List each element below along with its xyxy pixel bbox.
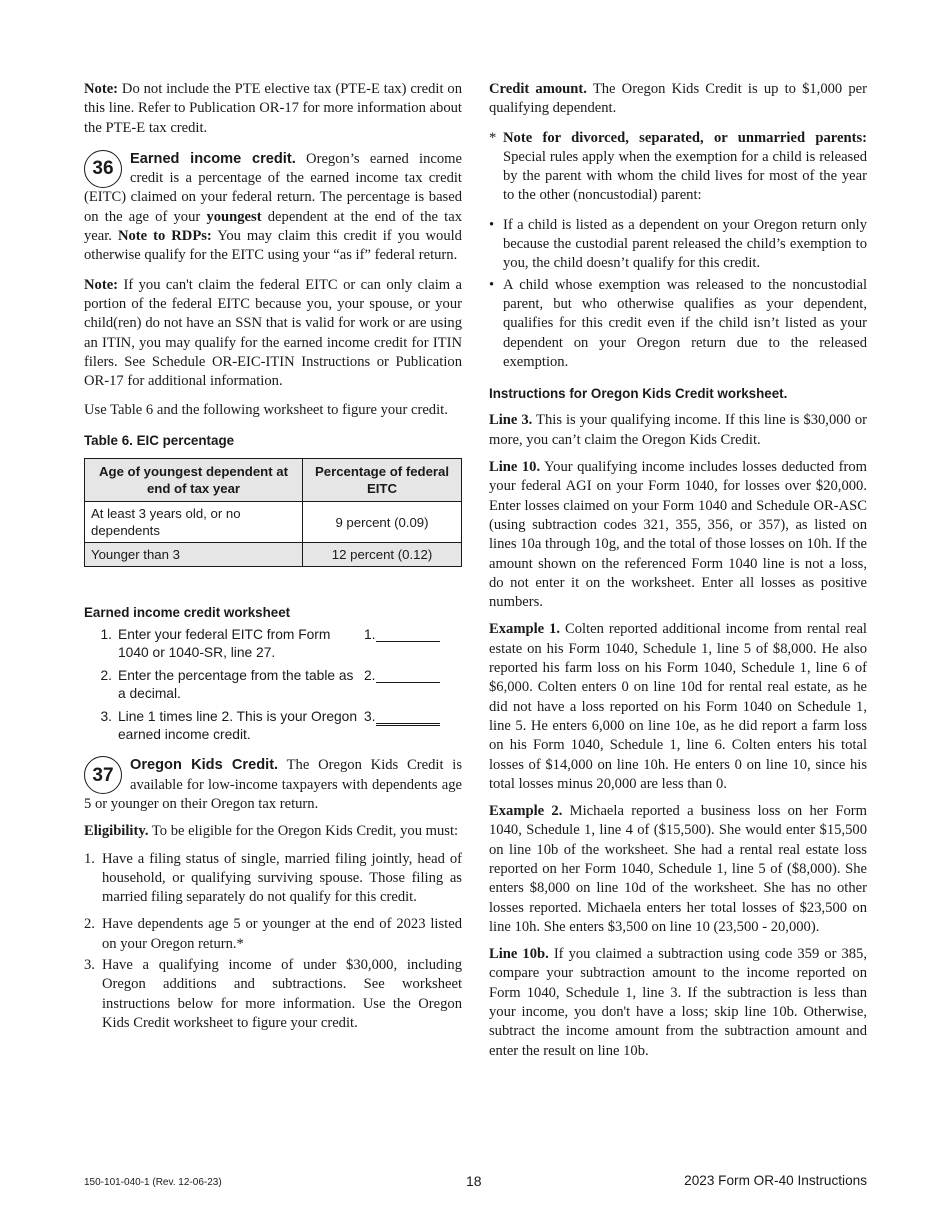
line-37-badge: 37 — [84, 756, 122, 794]
divorced-parents-note — [489, 129, 867, 206]
eligibility-paragraph — [84, 822, 462, 841]
itin-note — [84, 276, 462, 392]
list-item-text: Have a qualifying income of under $30,000, including Oregon additions and subtractions. See worksheet instructions below for more information. Use the Oregon Kids Credit worksheet to figure your credit. — [102, 957, 462, 1031]
line-3-label: Line 3. — [489, 412, 533, 429]
table-header-percentage: Percentage of federal EITC — [303, 459, 462, 502]
eic-worksheet — [84, 626, 462, 744]
eic-percentage-table — [84, 458, 462, 567]
worksheet-blank-line[interactable] — [376, 626, 440, 642]
eic-text-1: Oregon’s earned income credit is a percentage of the earned income tax credit (EITC) claimed on your federal return. The percentage is based on the age of your — [84, 150, 462, 225]
list-item — [84, 850, 462, 908]
credit-amount-paragraph — [489, 80, 867, 119]
worksheet-blank-line-total[interactable] — [376, 708, 440, 726]
list-item-text: If a child is listed as a dependent on your Oregon return only because the custodial parent released the child’s exemption to you, the child doesn’t qualify for this credit. — [503, 216, 867, 272]
use-table-text: Use Table 6 and the following worksheet to figure your credit. — [84, 402, 448, 419]
list-item-text: Have a filing status of single, married filing jointly, head of household, or qualifying surviving spouse. Those filing as married filing separately do not qualify for this credit. — [102, 850, 462, 906]
table-cell-age: Younger than 3 — [85, 543, 303, 567]
table-row — [85, 543, 462, 567]
worksheet-entry[interactable] — [364, 667, 440, 703]
line-3-text: This is your qualifying income. If this line is $30,000 or more, you can’t claim the Oregon Kids Credit. — [489, 412, 867, 448]
divorced-parents-text: Special rules apply when the exemption for a child is released by the parent with whom the child lives for most of the year to the other (noncustodial) parent: — [503, 148, 867, 204]
example-1-paragraph — [489, 620, 867, 794]
worksheet-row — [84, 708, 462, 744]
worksheet-row-number: 3. — [100, 709, 112, 725]
eligibility-list — [84, 850, 462, 1034]
list-item-number: 1. — [84, 850, 95, 867]
line-3-paragraph — [489, 411, 867, 450]
rdp-note-text: You may claim this credit if you would otherwise qualify for the EITC using your “as if” federal return. — [84, 228, 462, 264]
list-item — [489, 276, 867, 372]
list-item-number: 3. — [84, 957, 95, 974]
eic-paragraph — [84, 150, 462, 266]
eligibility-label: Eligibility. — [84, 823, 149, 840]
worksheet-blank-line[interactable] — [376, 667, 440, 683]
right-column — [489, 80, 867, 1069]
line-10b-paragraph — [489, 945, 867, 1061]
asterisk: * — [489, 129, 497, 146]
pte-note-label: Note: — [84, 81, 119, 97]
list-item — [489, 216, 867, 274]
table-header-row — [85, 459, 462, 502]
example-1-label: Example 1. — [489, 621, 561, 638]
list-item-text: A child whose exemption was released to the noncustodial parent, but who otherwise qualifies as your dependent, qualifies for this credit even if the child isn’t listed as your dependent on your Oregon return due to the released exemption. — [503, 276, 867, 370]
line-36-badge: 36 — [84, 150, 122, 188]
example-2-paragraph — [489, 802, 867, 937]
bullet-icon: • — [489, 216, 495, 233]
credit-amount-label: Credit amount. — [489, 81, 587, 97]
footer-document-title: 2023 Form OR-40 Instructions — [684, 1173, 867, 1188]
pte-note — [84, 80, 462, 138]
example-2-text: Michaela reported a business loss on her Form 1040, Schedule 1, line 4 of ($15,500). She would enter $15,500 on line 10b of the worksheet. She had a rental real estate loss reported on her Form 1040, Schedule 1, line 5 of ($8,000). She enters $8,000 on line 10d of the worksheet. She has no other losses reported. Michaela enters her total losses of $23,500 on line 10h. She enters $3,500 on line 10 (23,500 - 20,000). — [489, 803, 867, 935]
rdp-note-label: Note to RDPs: — [117, 228, 212, 245]
table-title: Table 6. EIC percentage — [84, 432, 235, 448]
table-cell-age: At least 3 years old, or no dependents — [85, 502, 303, 543]
worksheet-line-number: 1. — [364, 627, 376, 643]
worksheet-row-text: Enter the percentage from the table as a decimal. — [118, 668, 354, 702]
worksheet-row-text: Line 1 times line 2. This is your Oregon earned income credit. — [118, 709, 358, 743]
eic-title: Earned income credit. — [130, 150, 296, 167]
example-1-text: Colten reported additional income from rental real estate on his Form 1040, Schedule 1, line 5 of $8,000. He also reported his farm loss on his Form 1040, Schedule 1, line 6 of $6,000. Colten enters 0 on line 10d for rental real estate, as he did not have a loss reported on his Form 1040 on Schedule 1, line 5. He enters 6,000 on line 10e, as he did report a farm loss on his Form 1040, Schedule 1, line 6. Colten enters his total losses of $14,000 on line 10h. He enters 0 on line 10, since his total losses minus 20,000 are less than 0. — [489, 621, 867, 792]
itin-note-label: Note: — [84, 276, 119, 293]
worksheet-line-number: 2. — [364, 668, 376, 684]
bullet-icon: • — [489, 276, 495, 293]
okc-title: Oregon Kids Credit. — [130, 757, 279, 774]
divorced-parents-label: Note for divorced, separated, or unmarried parents: — [503, 129, 867, 146]
left-column — [84, 80, 462, 1041]
eic-text-2: dependent at the end of the tax year. — [84, 208, 462, 245]
table-cell-percentage: 12 percent (0.12) — [303, 543, 462, 567]
worksheet-row-number: 1. — [100, 627, 112, 643]
eic-bold-youngest: youngest — [206, 208, 262, 225]
line-10b-text: If you claimed a subtraction using code 359 or 385, compare your subtraction amount to the income reported on Form 1040, Schedule 1, line 3. If the subtraction is less than your income, you don't have a loss; skip line 10b. Otherwise, subtract the income amount from the subtraction amount and enter the result on line 10b. — [489, 946, 867, 1059]
okc-section — [84, 756, 462, 814]
pte-note-text: Do not include the PTE elective tax (PTE-E tax) credit on this line. Refer to Publication OR-17 for more information about the PTE-E tax credit. — [84, 81, 462, 136]
worksheet-row — [84, 667, 462, 703]
line-10b-label: Line 10b. — [489, 946, 549, 963]
list-item-number: 2. — [84, 916, 95, 933]
worksheet-row-number: 2. — [100, 668, 112, 684]
line-10-paragraph — [489, 458, 867, 612]
okc-paragraph — [84, 756, 462, 814]
worksheet-row — [84, 626, 462, 662]
table-header-age: Age of youngest dependent at end of tax year — [85, 459, 303, 502]
worksheet-instructions-title: Instructions for Oregon Kids Credit worksheet. — [489, 386, 788, 402]
footer-form-number: 150-101-040-1 (Rev. 12-06-23) — [84, 1177, 222, 1188]
table-row — [85, 502, 462, 543]
itin-note-text: If you can't claim the federal EITC or can only claim a portion of the federal EITC because you, your spouse, or your child(ren) do not have an SSN that is valid for work or are using an ITIN, you may qualify for the earned income credit for ITIN filers. See Schedule OR-EIC-ITIN Instructions or Publication OR-17 for additional information. — [84, 276, 462, 390]
table-cell-percentage: 9 percent (0.09) — [303, 502, 462, 543]
worksheet-title: Earned income credit worksheet — [84, 605, 291, 621]
divorced-parents-note-body — [503, 129, 867, 206]
example-2-label: Example 2. — [489, 803, 563, 820]
worksheet-line-number: 3. — [364, 709, 376, 725]
line-10-label: Line 10. — [489, 459, 541, 476]
list-item — [84, 915, 462, 954]
list-item — [84, 956, 462, 1033]
eligibility-text: To be eligible for the Oregon Kids Credit, you must: — [148, 823, 459, 840]
list-item-text: Have dependents age 5 or younger at the end of 2023 listed on your Oregon return.* — [102, 916, 462, 952]
okc-text: The Oregon Kids Credit is available for low-income taxpayers with dependents age 5 or younger on their Oregon tax return. — [84, 757, 463, 812]
footer-page-number: 18 — [466, 1173, 482, 1189]
worksheet-entry[interactable] — [364, 626, 440, 662]
credit-amount-text: The Oregon Kids Credit is up to $1,000 per qualifying dependent. — [489, 81, 867, 117]
exemption-bullet-list — [489, 216, 867, 372]
eic-section — [84, 150, 462, 266]
line-10-text: Your qualifying income includes losses deducted from your federal AGI on your Form 1040, for losses over $20,000. Enter losses claimed on your Form 1040 and Schedule OR-ASC (using subtraction codes 321, 355, 356, or 357), as listed on lines 10a through 10g, and the total of those losses on 10h. If the amount shown on the referenced Form 1040 line is not a loss, do not enter it on the worksheet. Enter all losses as positive numbers. — [489, 459, 868, 611]
worksheet-entry[interactable] — [364, 708, 440, 744]
worksheet-row-text: Enter your federal EITC from Form 1040 or 1040-SR, line 27. — [118, 627, 331, 661]
